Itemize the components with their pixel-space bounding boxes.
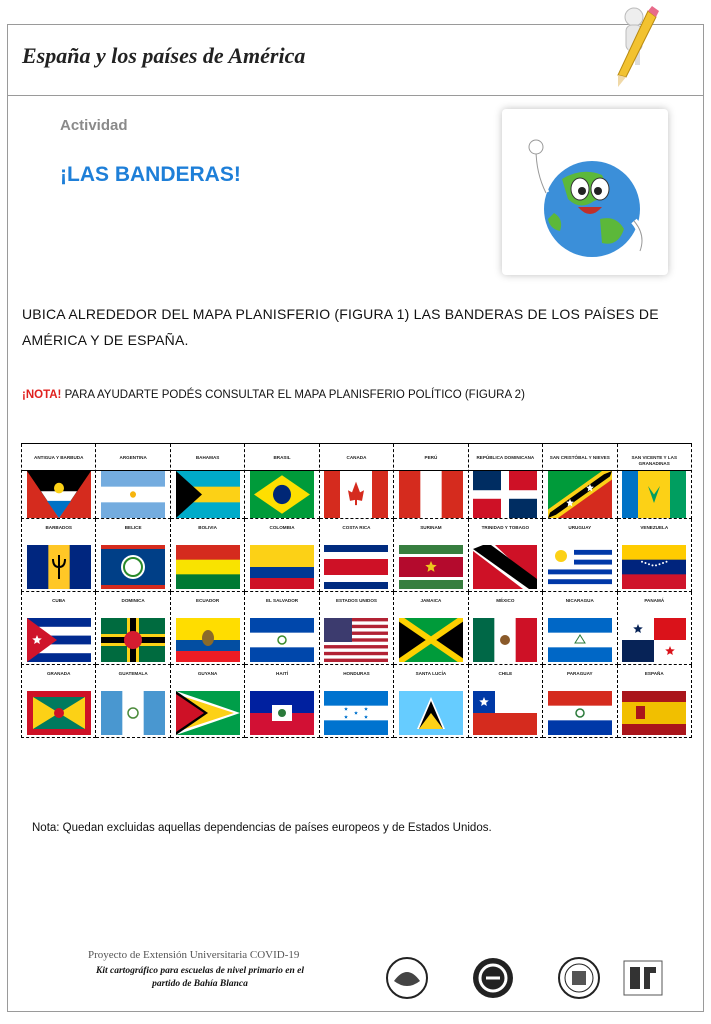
flag-cell — [96, 519, 170, 592]
flag-cell — [617, 519, 692, 592]
flag-country-name: COLOMBIA — [269, 525, 295, 530]
flag-image — [250, 471, 314, 518]
flag-cell — [394, 519, 468, 592]
flag-cell — [319, 592, 393, 665]
flag-cell — [245, 519, 319, 592]
flag-cell — [319, 519, 393, 592]
flag-country-name: GRANADA — [46, 671, 71, 676]
flag-image — [250, 545, 314, 589]
flag-country-name: ANTIGUA Y BARBUDA — [22, 444, 95, 471]
flag-cell — [617, 444, 692, 519]
flag-country-name: REPÚBLICA DOMINICANA — [469, 444, 542, 471]
flag-country-name: MÉXICO — [496, 598, 515, 603]
flag-country-name: HAITÍ — [276, 671, 289, 676]
flag-image — [27, 618, 91, 662]
flag-image — [101, 691, 165, 735]
flag-cell — [96, 665, 170, 738]
flag-cell — [319, 444, 393, 519]
flag-image — [324, 545, 388, 589]
flag-image — [473, 618, 537, 662]
flag-image — [473, 471, 537, 518]
flag-image — [250, 691, 314, 735]
flag-row — [22, 665, 692, 738]
geography-logo-icon — [470, 955, 516, 1001]
flag-country-name: PERÚ — [394, 444, 467, 471]
flag-image — [548, 471, 612, 518]
flag-cell — [96, 592, 170, 665]
flag-country-name: DOMINICA — [121, 598, 145, 603]
flag-country-name: HONDURAS — [343, 671, 370, 676]
flag-country-name: SAN VICENTE Y LAS GRANADINAS — [618, 444, 692, 471]
flag-image — [548, 691, 612, 735]
flag-cell — [22, 665, 96, 738]
flag-image — [324, 471, 388, 518]
flag-cell — [543, 665, 617, 738]
flag-country-name: ESPAÑA — [644, 671, 664, 676]
flag-image — [548, 545, 612, 589]
flag-cell — [468, 665, 542, 738]
note-text — [22, 389, 525, 401]
flag-row — [22, 592, 692, 665]
footnote-text: Nota: Quedan excluidas aquellas dependencias de países europeos y de Estados Unidos. — [32, 822, 492, 834]
flag-image — [176, 545, 240, 589]
flag-cell — [394, 592, 468, 665]
flag-country-name: CANADA — [320, 444, 393, 471]
flag-cell — [245, 592, 319, 665]
flag-country-name: BELICE — [124, 525, 142, 530]
flag-image — [176, 618, 240, 662]
flag-image — [622, 691, 686, 735]
flag-image — [622, 471, 686, 518]
flag-cell — [22, 519, 96, 592]
flag-country-name: PANAMÁ — [644, 598, 665, 603]
page-header — [8, 25, 703, 96]
flag-cell — [543, 444, 617, 519]
flag-country-name: NICARAGUA — [565, 598, 594, 603]
flag-image — [324, 618, 388, 662]
flag-country-name: URUGUAY — [568, 525, 592, 530]
flag-image — [622, 545, 686, 589]
flag-image — [399, 545, 463, 589]
flag-country-name: BRASIL — [245, 444, 318, 471]
worksheet-page — [7, 24, 704, 1012]
flag-cell — [617, 592, 692, 665]
flags-grid — [21, 443, 692, 738]
flag-country-name: ESTADOS UNIDOS — [335, 598, 377, 603]
activity-subtitle: ¡LAS BANDERAS! — [60, 163, 241, 186]
flag-image — [399, 471, 463, 518]
flag-image — [101, 471, 165, 518]
flag-country-name: EL SALVADOR — [265, 598, 299, 603]
flag-cell — [170, 519, 244, 592]
flag-cell — [170, 444, 244, 519]
flag-image — [473, 545, 537, 589]
flag-country-name: SANTA LUCÍA — [415, 671, 447, 676]
flag-country-name: VENEZUELA — [640, 525, 669, 530]
flag-cell — [245, 665, 319, 738]
flag-country-name: BOLIVIA — [198, 525, 217, 530]
flag-image — [399, 618, 463, 662]
page-footer — [8, 945, 703, 1011]
flag-country-name: SURINAM — [420, 525, 442, 530]
flag-cell — [319, 665, 393, 738]
note-body: PARA AYUDARTE PODÉS CONSULTAR EL MAPA PLANISFERIO POLÍTICO (FIGURA 2) — [61, 389, 525, 401]
flag-row — [22, 444, 692, 519]
flag-image — [324, 691, 388, 735]
flag-cell — [394, 444, 468, 519]
flag-country-name: COSTA RICA — [342, 525, 371, 530]
flag-cell — [468, 444, 542, 519]
flag-country-name: JAMAICA — [420, 598, 442, 603]
flag-country-name: CUBA — [52, 598, 66, 603]
flag-image — [548, 618, 612, 662]
flag-country-name: GUATEMALA — [118, 671, 148, 676]
flag-image — [399, 691, 463, 735]
page-title: España y los países de América — [22, 43, 306, 68]
flag-country-name: BAHAMAS — [171, 444, 244, 471]
flag-image — [27, 471, 91, 518]
flag-cell — [22, 444, 96, 519]
globe-mascot-image — [502, 109, 668, 275]
flag-image — [176, 471, 240, 518]
flag-cell — [170, 665, 244, 738]
flag-image — [176, 691, 240, 735]
flag-cell — [96, 444, 170, 519]
flag-image — [250, 618, 314, 662]
flag-cell — [543, 592, 617, 665]
flag-country-name: ARGENTINA — [96, 444, 169, 471]
flag-cell — [394, 665, 468, 738]
flag-cell — [617, 665, 692, 738]
flags-table — [21, 443, 692, 738]
department-logo-icon — [384, 955, 430, 1001]
flag-country-name: PARAGUAY — [567, 671, 593, 676]
flag-cell — [22, 592, 96, 665]
flag-cell — [543, 519, 617, 592]
flag-cell — [245, 444, 319, 519]
instruction-text: UBICA ALREDEDOR DEL MAPA PLANISFERIO (FIGURA 1) LAS BANDERAS DE LOS PAÍSES DE AMÉRICA Y DE ESPAÑA. — [22, 306, 659, 348]
flag-country-name: BARBADOS — [45, 525, 72, 530]
flag-country-name: ECUADOR — [195, 598, 220, 603]
flag-cell — [170, 592, 244, 665]
pencil-mascot-icon — [604, 3, 664, 93]
flag-image — [473, 691, 537, 735]
flag-image — [101, 545, 165, 589]
kit-name: Kit cartográfico para escuelas de nivel primario en el partido de Bahía Blanca — [96, 966, 304, 989]
note-highlight: ¡NOTA! — [22, 389, 62, 401]
flag-country-name: SAN CRISTÓBAL Y NIEVES — [543, 444, 616, 471]
flag-image — [27, 545, 91, 589]
activity-label: Actividad — [60, 117, 128, 134]
flag-country-name: CHILE — [498, 671, 513, 676]
flag-country-name: GUYANA — [197, 671, 218, 676]
flag-image — [622, 618, 686, 662]
university-seal-icon — [556, 955, 602, 1001]
extension-logo-icon — [620, 955, 666, 1001]
flag-cell — [468, 592, 542, 665]
flag-image — [101, 618, 165, 662]
flag-cell — [468, 519, 542, 592]
flag-image — [27, 691, 91, 735]
project-name: Proyecto de Extensión Universitaria COVID-19 — [88, 949, 300, 961]
flag-row — [22, 519, 692, 592]
flag-country-name: TRINIDAD Y TOBAGO — [481, 525, 530, 530]
